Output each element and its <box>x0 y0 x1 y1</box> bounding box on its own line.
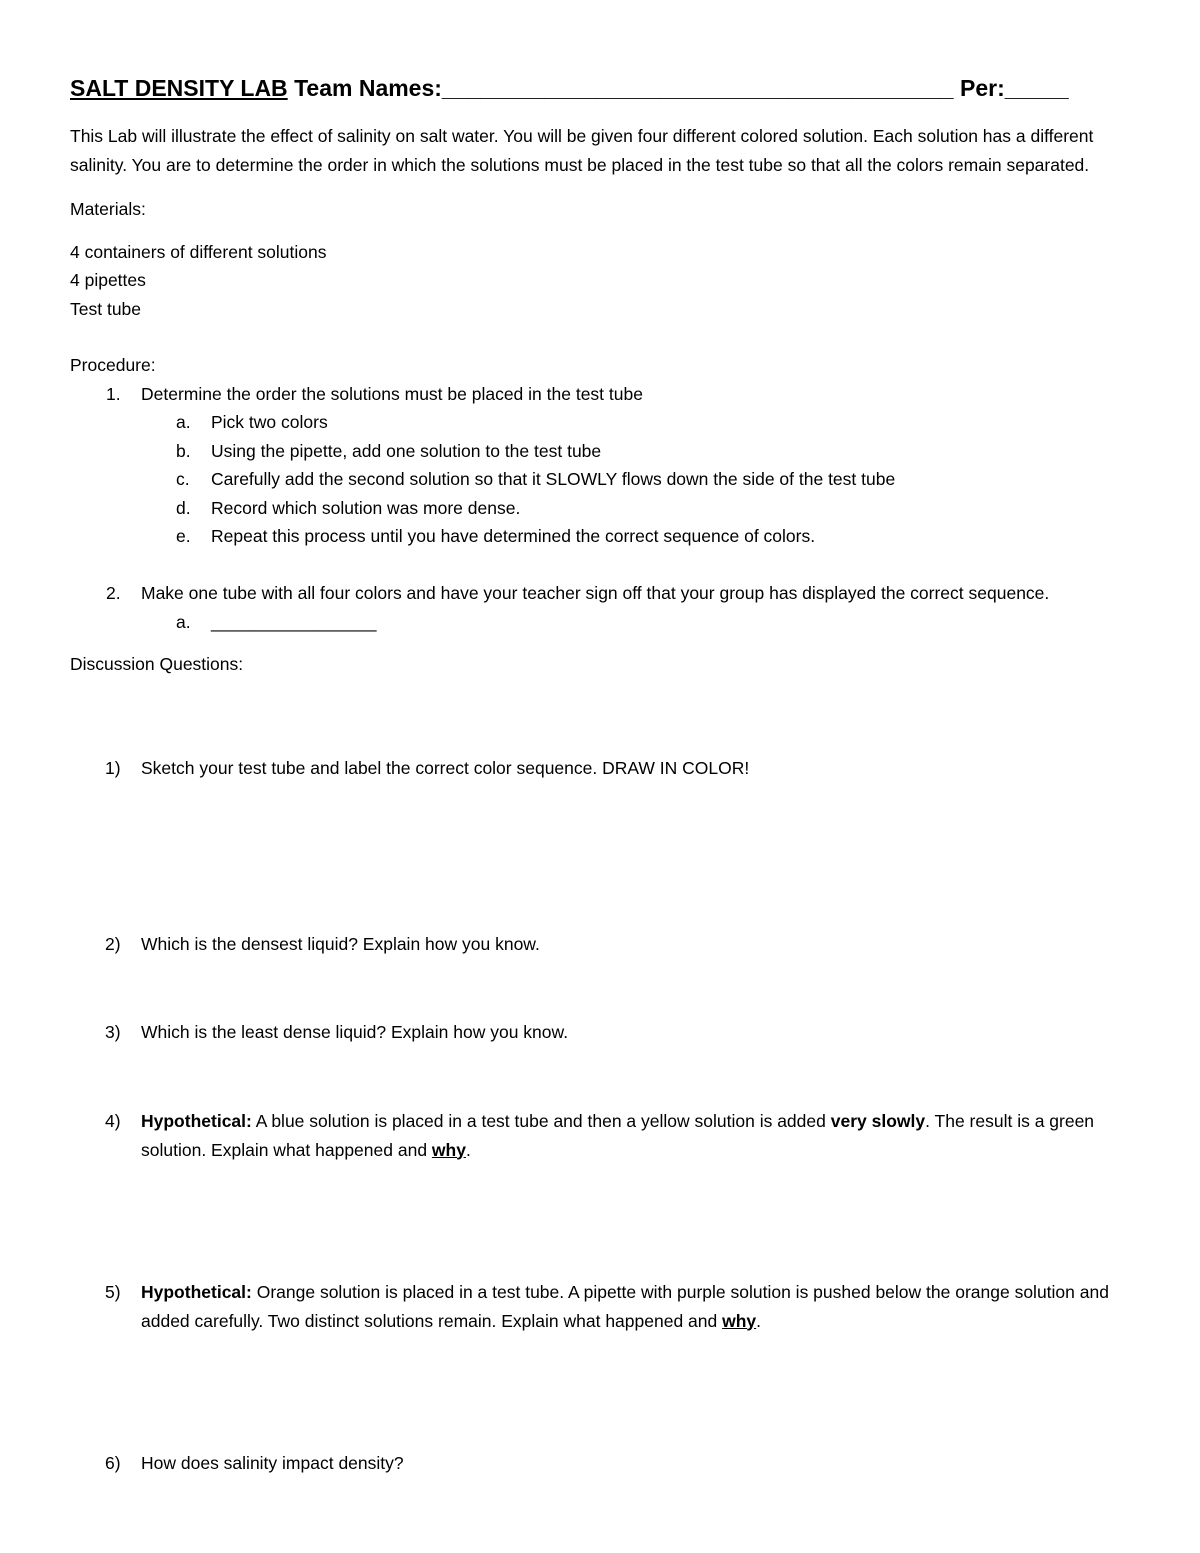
materials-heading: Materials: <box>70 199 146 219</box>
question-text: Hypothetical: A blue solution is placed in a test tube and then a yellow solution is added very slowly. The result is a green solution. Explain what happened and why. <box>141 1111 1095 1160</box>
lab-title: SALT DENSITY LAB <box>70 75 288 101</box>
header-line <box>70 70 1130 106</box>
question-number: 2) <box>105 934 121 954</box>
step-text: Determine the order the solutions must be placed in the test tube <box>141 383 643 404</box>
procedure-substep <box>70 437 1130 466</box>
question-number: 1) <box>105 758 121 778</box>
procedure-substep <box>70 465 1130 494</box>
substep-text: Using the pipette, add one solution to the test tube <box>211 440 602 461</box>
question-text: Which is the least dense liquid? Explain how you know. <box>141 1022 569 1042</box>
materials-item: Test tube <box>70 298 142 319</box>
question-number: 6) <box>105 1453 121 1473</box>
why-emphasis: why <box>722 1310 757 1331</box>
substep-letter: a. <box>176 611 191 632</box>
question-number: 5) <box>105 1282 121 1302</box>
question-number: 3) <box>105 1022 121 1042</box>
step-text: Make one tube with all four colors and have your teacher sign off that your group has displayed the correct sequence. <box>141 583 1050 603</box>
question-6 <box>70 1449 1130 1478</box>
substep-text: Repeat this process until you have determined the correct sequence of colors. <box>211 526 816 546</box>
question-2 <box>70 930 1130 959</box>
substep-letter: e. <box>176 526 191 546</box>
worksheet-page <box>70 70 1130 679</box>
materials-item: 4 pipettes <box>70 270 146 290</box>
procedure-substep <box>70 408 1130 437</box>
question-number: 4) <box>105 1111 121 1131</box>
substep-letter: a. <box>176 412 191 432</box>
procedure-step-1 <box>70 380 1130 409</box>
substep-letter: d. <box>176 497 191 518</box>
materials-item: 4 containers of different solutions <box>70 241 327 262</box>
question-4 <box>70 1107 1130 1164</box>
discussion-heading: Discussion Questions: <box>70 654 244 674</box>
procedure-substep <box>70 522 1130 551</box>
intro-paragraph: This Lab will illustrate the effect of salinity on salt water. You will be given four different colored solution. Each solution has a different salinity. You are to determine the order in which the solutions must be placed in the test tube so that all the colors remain separated. <box>70 126 1094 175</box>
substep-text: Carefully add the second solution so that it SLOWLY flows down the side of the test tube <box>211 469 896 489</box>
substep-letter: b. <box>176 440 191 461</box>
step-number: 1. <box>106 383 121 404</box>
question-1 <box>70 754 1130 783</box>
why-emphasis: why <box>431 1139 466 1160</box>
substep-text: Pick two colors <box>211 412 328 432</box>
question-3 <box>70 1018 1130 1047</box>
substep-text: Record which solution was more dense. <box>211 497 521 518</box>
hypothetical-label: Hypothetical: <box>141 1111 252 1131</box>
question-text: Sketch your test tube and label the correct color sequence. DRAW IN COLOR! <box>141 758 750 778</box>
team-names-field: Team Names:________________________________________ <box>294 75 954 101</box>
emphasis-text: very slowly <box>830 1111 926 1131</box>
substep-letter: c. <box>176 469 190 489</box>
materials-list <box>70 238 1130 324</box>
question-text: Hypothetical: Orange solution is placed in a test tube. A pipette with purple solution is pushed below the orange solution and added carefully. Two distinct solutions remain. Explain what happened and why. <box>141 1282 1109 1331</box>
procedure-heading: Procedure: <box>70 355 156 375</box>
teacher-signoff-line: _________________ <box>211 611 377 632</box>
procedure-substep <box>70 494 1130 523</box>
step-number: 2. <box>106 583 121 603</box>
hypothetical-label: Hypothetical: <box>141 1282 252 1302</box>
procedure-substep <box>70 608 1130 637</box>
procedure-step-2 <box>70 579 1130 608</box>
question-text: Which is the densest liquid? Explain how you know. <box>141 934 540 954</box>
question-5 <box>70 1278 1130 1335</box>
question-text: How does salinity impact density? <box>141 1453 404 1473</box>
period-field: Per:_____ <box>959 75 1069 101</box>
